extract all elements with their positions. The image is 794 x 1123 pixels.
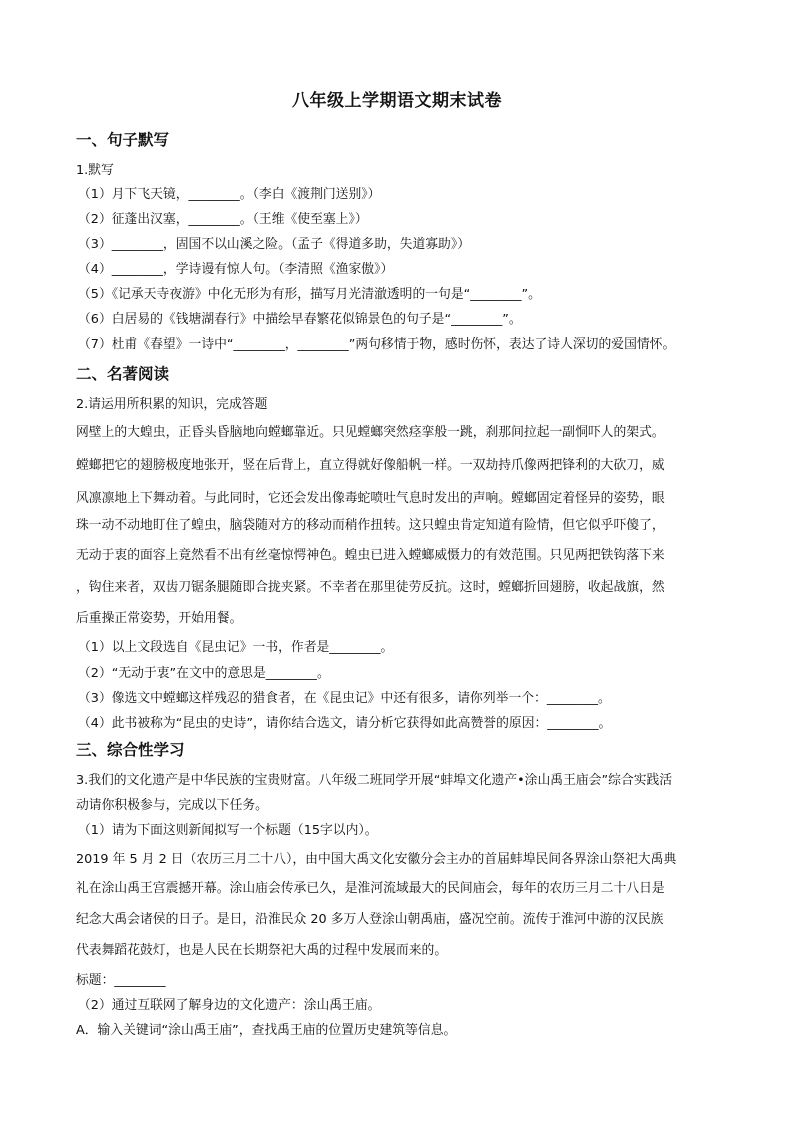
passage-line: 后重操正常姿势，开始用餐。	[76, 611, 243, 626]
question-line: （3）像选文中螳螂这样残忍的猎食者，在《昆虫记》中还有很多，请你列举一个：________。	[78, 691, 611, 706]
passage-line: 网壁上的大蝗虫，正昏头昏脑地向螳螂靠近。只见螳螂突然痉挛般一跳，刹那间拉起一副恫吓人的架式。	[76, 425, 665, 440]
question-line: （1）以上文段选自《昆虫记》一书，作者是________。	[78, 640, 394, 655]
news-line: 纪念大禹会诸侯的日子。是日，沿淮民众 20 多万人登涂山朝禹庙，盛况空前。流传于淮河中游的汉民族	[76, 912, 664, 927]
question-line: （5）《记承天寺夜游》中化无形为有形，描写月光清澈透明的一句是“________”。	[78, 287, 541, 302]
passage-line: ，钩住来者，双齿刀锯条腿随即合拢夹紧。不幸者在那里徒劳反抗。这时，螳螂折回翅膀，收起战旗，然	[76, 580, 665, 595]
passage-line: 无动于衷的面容上竟然看不出有丝毫惊愕神色。蝗虫已进入螳螂威慑力的有效范围。只见两把铁钩落下来	[76, 548, 665, 563]
passage-line: 风凛凛地上下舞动着。与此同时，它还会发出像毒蛇喷吐气息时发出的声响。螳螂固定着怪异的姿势，眼	[76, 491, 665, 506]
question-line: （2）征蓬出汉塞，________。（王维《使至塞上》）	[78, 212, 368, 227]
question-line: （7）杜甫《春望》一诗中“________，________”两句移情于物，感时伤怀，表达了诗人深切的爱国情怀。	[78, 337, 676, 352]
question-3-intro: 动请你积极参与，完成以下任务。	[76, 798, 268, 813]
question-line: （4）________，学诗谩有惊人句。（李清照《渔家傲》）	[78, 262, 394, 277]
task-line: A．输入关键词“涂山禹王庙”，查找禹王庙的位置历史建筑等信息。	[76, 1023, 457, 1038]
section-heading-comprehensive: 三、综合性学习	[76, 741, 185, 759]
question-line: （2）“无动于衷”在文中的意思是________。	[78, 666, 330, 681]
question-line: （6）白居易的《钱塘湖春行》中描绘早春繁花似锦景色的句子是“________”。	[78, 312, 522, 327]
passage-line: 螳螂把它的翅膀极度地张开，竖在后背上，直立得就好像船帆一样。一双劫持爪像两把锋利的大砍刀，威	[76, 458, 665, 473]
question-1-heading: 1.默写	[76, 163, 114, 178]
news-line: 2019 年 5 月 2 日（农历三月二十八），由中国大禹文化安徽分会主办的首届蚌埠民间各界涂山祭祀大禹典	[76, 852, 677, 867]
news-line: 礼在涂山禹王宫震撼开幕。涂山庙会传承已久，是淮河流域最大的民间庙会，每年的农历三月二十八日是	[76, 881, 665, 896]
section-heading-classics: 二、名著阅读	[76, 365, 170, 383]
question-line: （4）此书被称为“昆虫的史诗”，请你结合选文，请分析它获得如此高赞誉的原因：________。	[78, 716, 612, 731]
passage-line: 珠一动不动地盯住了蝗虫，脑袋随对方的移动而稍作扭转。这只蝗虫肯定知道有险情，但它似乎吓傻了，	[76, 518, 665, 533]
question-line: （1）请为下面这则新闻拟写一个标题（15字以内）。	[78, 823, 378, 838]
question-2-heading: 2.请运用所积累的知识，完成答题	[76, 397, 268, 412]
page-title: 八年级上学期语文期末试卷	[292, 91, 502, 111]
section-heading-sentences: 一、句子默写	[76, 131, 170, 149]
question-line: （1）月下飞天镜，________。（李白《渡荆门送别》）	[78, 187, 381, 202]
question-line: （2）通过互联网了解身边的文化遗产：涂山禹王庙。	[78, 998, 381, 1013]
question-line: （3）________，固国不以山溪之险。（孟子《得道多助，失道寡助》）	[78, 237, 471, 252]
news-line: 代表舞蹈花鼓灯，也是人民在长期祭祀大禹的过程中发展而来的。	[76, 943, 448, 958]
answer-title-line: 标题：________	[76, 973, 166, 988]
question-3-intro: 3.我们的文化遗产是中华民族的宝贵财富。八年级二班同学开展“蚌埠文化遗产•涂山禹王庙会”综合实践活	[76, 773, 673, 788]
